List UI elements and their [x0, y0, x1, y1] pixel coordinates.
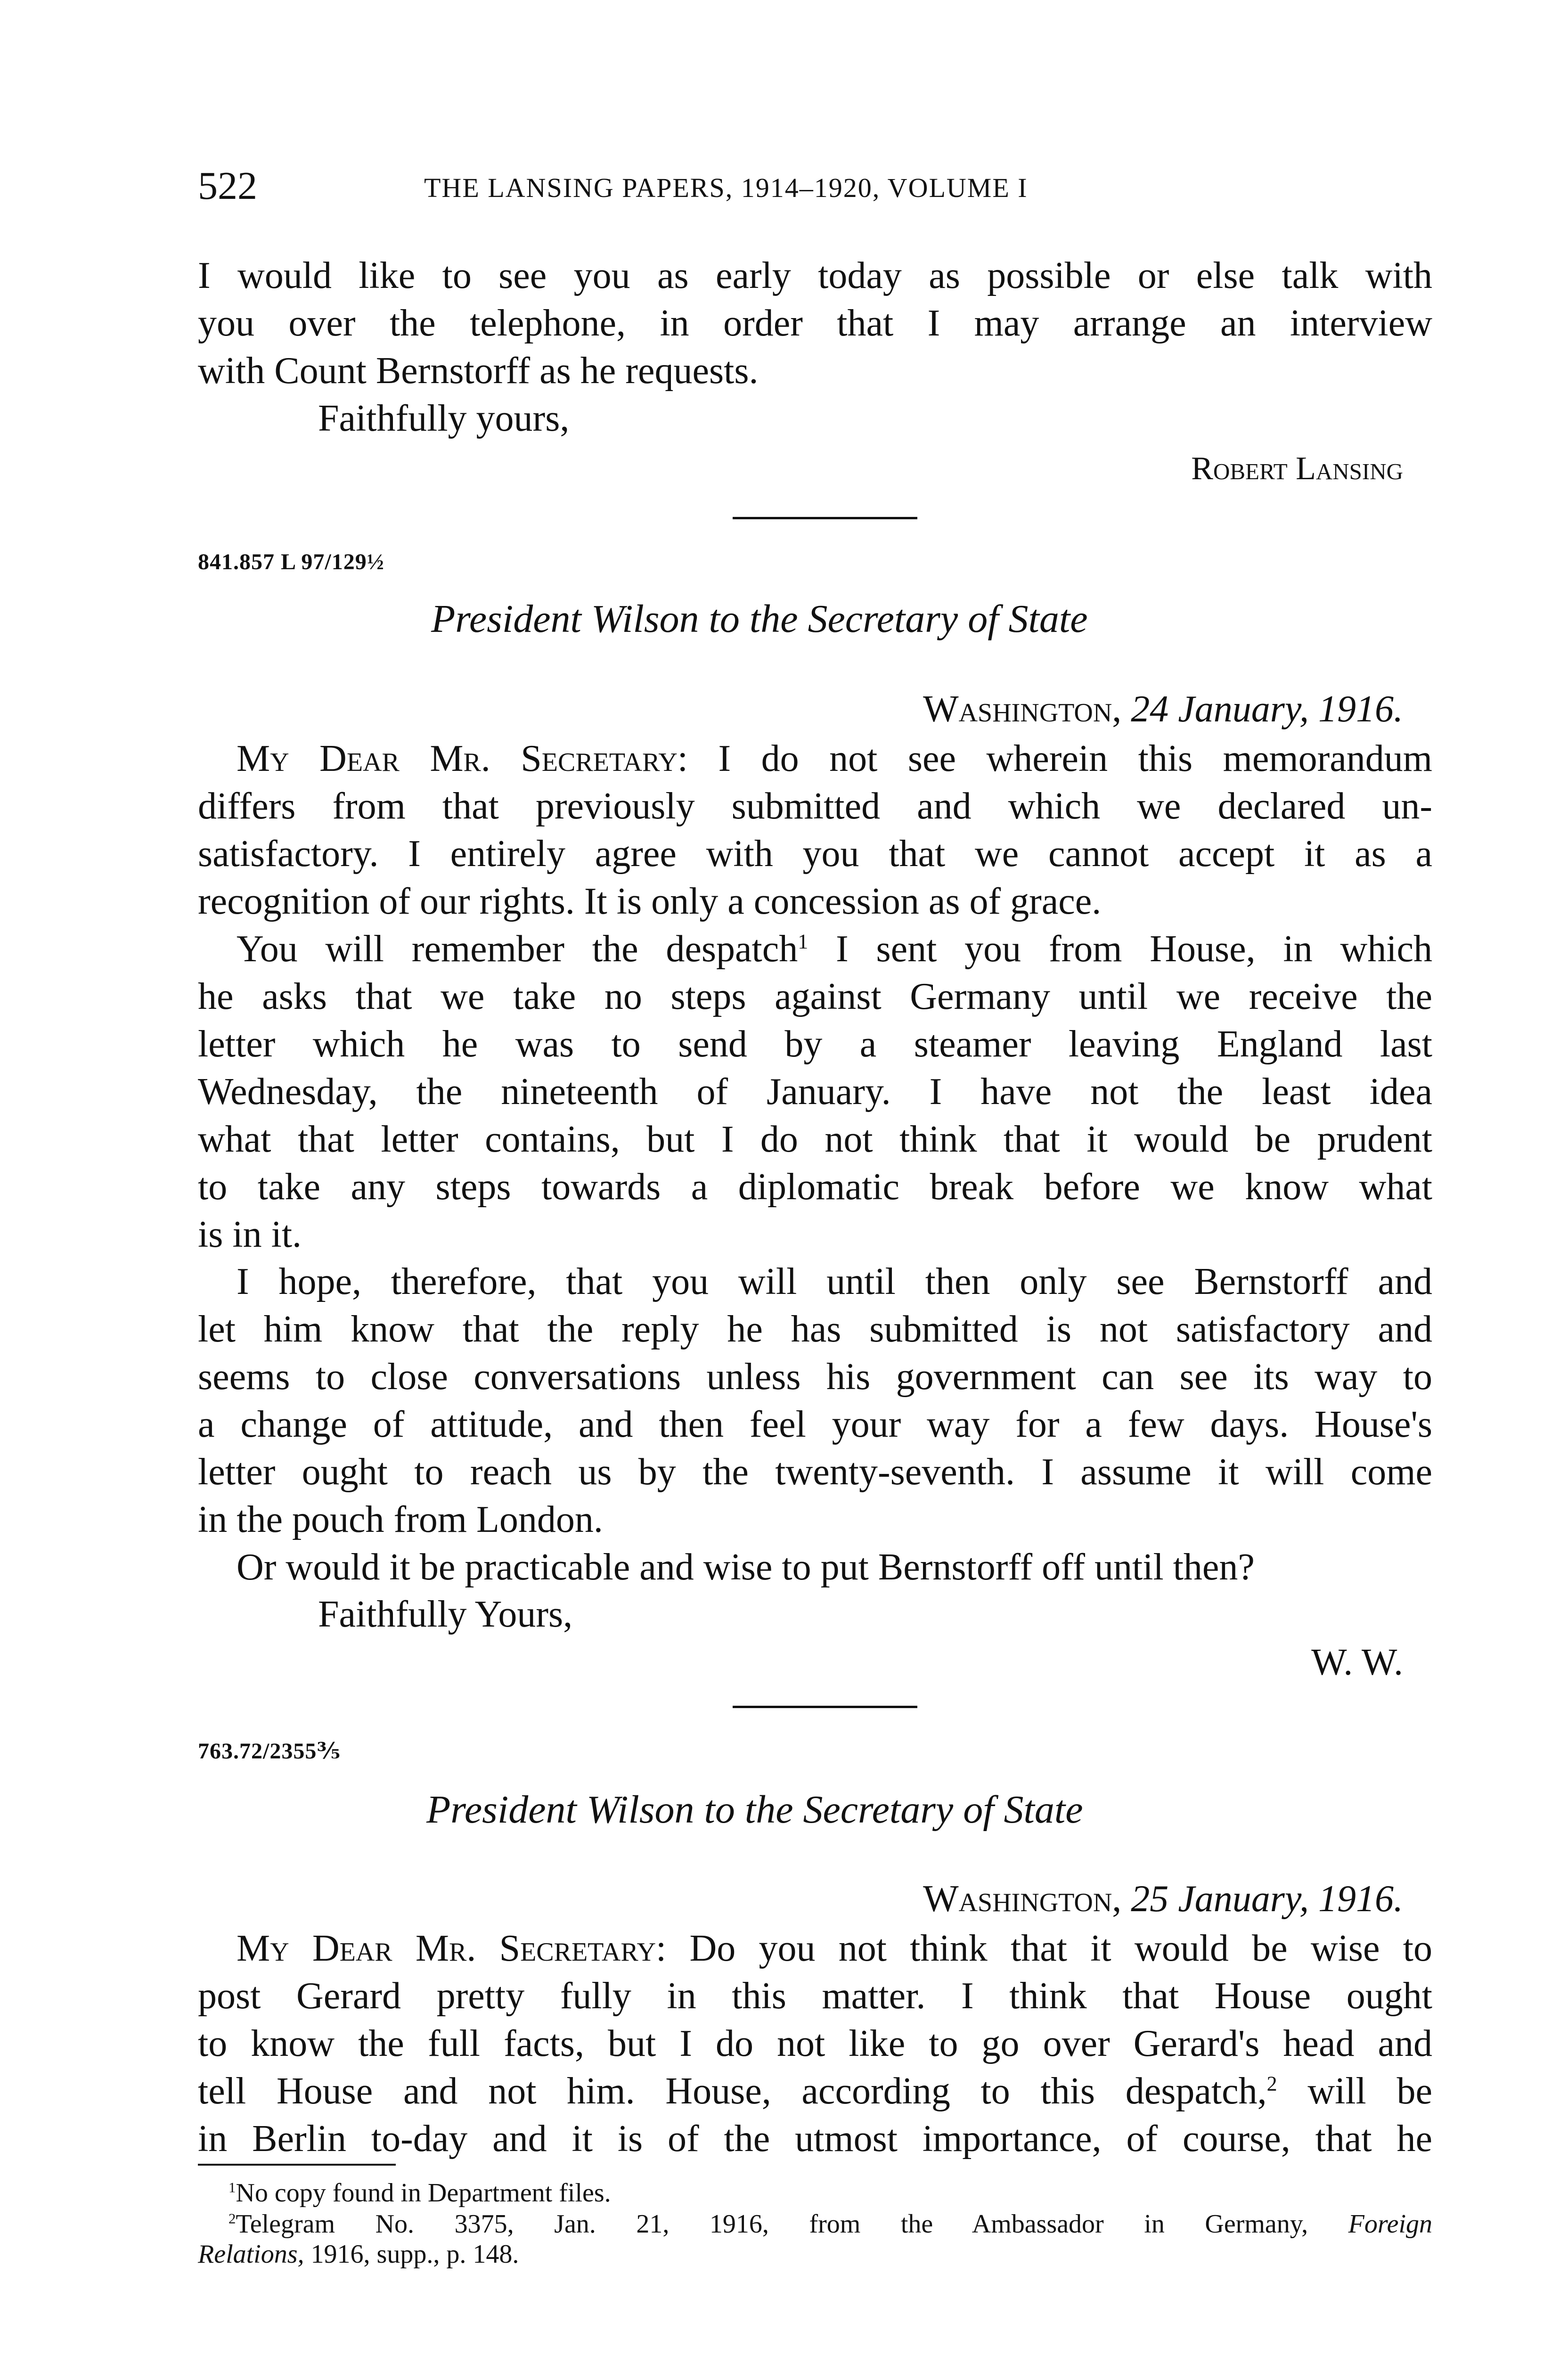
letter1-tail-paragraph	[198, 252, 1432, 395]
footnote-2-line2: Relations, 1916, supp., p. 148.	[198, 2240, 519, 2269]
text-line: a change of attitude, and then feel your way for a few days. House's	[198, 1404, 1432, 1445]
section-divider	[733, 517, 917, 519]
text-line: I would like to see you as early today as possible or else talk with	[198, 255, 1432, 296]
text-line: letter ought to reach us by the twenty-seventh. I assume it will come	[198, 1451, 1432, 1493]
text-line: seems to close conversations unless his government can see its way to	[198, 1356, 1432, 1398]
text-line: is in it.	[198, 1214, 302, 1255]
salutation: My Dear Mr. Secretary:	[237, 1928, 667, 1969]
section-divider	[733, 1706, 917, 1708]
text-line: Wednesday, the nineteenth of January. I have not the least idea	[198, 1071, 1432, 1113]
running-header	[198, 163, 1423, 214]
text-line: to take any steps towards a diplomatic break before we know what	[198, 1166, 1432, 1208]
footnote-rule	[198, 2164, 396, 2166]
doc2-signature: W. W.	[1311, 1642, 1403, 1683]
text-line: My Dear Mr. Secretary: Do you not think that it would be wise to	[237, 1928, 1432, 1969]
doc2-closing: Faithfully Yours,	[318, 1594, 573, 1635]
text-line: he asks that we take no steps against Germany until we receive the	[198, 976, 1432, 1017]
dateline-date: 25 January, 1916.	[1131, 1878, 1403, 1920]
text-line: recognition of our rights. It is only a concession as of grace.	[198, 881, 1102, 922]
text-line: in Berlin to-day and it is of the utmost importance, of course, that he	[198, 2118, 1432, 2160]
footnote-mark: 1	[229, 2179, 236, 2196]
footnote-1: $^1$No copy found in Department files.	[229, 2178, 611, 2208]
letter1-signature: Robert Lansing	[1191, 450, 1403, 487]
text-line: you over the telephone, in order that I may arrange an interview	[198, 303, 1432, 344]
salutation: My Dear Mr. Secretary:	[237, 738, 688, 779]
text-line: post Gerard pretty fully in this matter. I think that House ought	[198, 1975, 1432, 2017]
text-line: satisfactory. I entirely agree with you that we cannot accept it as a	[198, 833, 1432, 875]
file-number: 763.72/2355⅗	[198, 1739, 341, 1764]
doc2-paragraph-4: Or would it be practicable and wise to put Bernstorff off until then?	[237, 1546, 1255, 1588]
letter1-closing: Faithfully yours,	[318, 398, 570, 439]
dateline	[923, 688, 1403, 731]
page-number: 522	[198, 164, 257, 208]
running-title: THE LANSING PAPERS, 1914–1920, VOLUME I	[424, 172, 1028, 203]
text-line: in the pouch from London.	[198, 1499, 603, 1540]
doc2-paragraph-2	[198, 925, 1432, 1259]
text-line: let him know that the reply he has submitted is not satisfactory and	[198, 1309, 1432, 1350]
text-line: letter which he was to send by a steamer leaving England last	[198, 1023, 1432, 1065]
text-line: tell House and not him. House, according to this despatch,$^2$ will be	[198, 2070, 1432, 2112]
text-line: to know the full facts, but I do not like to go over Gerard's head and	[198, 2023, 1432, 2064]
text-line: I hope, therefore, that you will until then only see Bernstorff and	[237, 1261, 1432, 1302]
file-number: 841.857 L 97/129½	[198, 549, 384, 574]
document-caption: President Wilson to the Secretary of State	[426, 1788, 1083, 1832]
footnote-ref: 1	[798, 930, 808, 953]
dateline	[923, 1878, 1403, 1921]
footnote-2-line1: $^2$Telegram No. 3375, Jan. 21, 1916, from the Ambassador in Germany, Foreign	[229, 2209, 1433, 2239]
text-line: You will remember the despatch$^1$ I sent you from House, in which	[237, 928, 1432, 970]
footnote-mark: 2	[229, 2210, 236, 2227]
text-line: differs from that previously submitted and which we declared un-	[198, 785, 1432, 827]
text-line: My Dear Mr. Secretary: I do not see wherein this memorandum	[237, 738, 1432, 779]
dateline-date: 24 January, 1916.	[1131, 688, 1403, 730]
dateline-place: Washington,	[923, 1878, 1122, 1920]
footnote-ref: 2	[1266, 2072, 1277, 2095]
doc3-paragraph-1	[198, 1925, 1432, 2163]
dateline-place: Washington,	[923, 688, 1122, 730]
doc2-paragraph-3	[198, 1258, 1432, 1544]
doc2-paragraph-1	[198, 735, 1432, 925]
text-line: what that letter contains, but I do not think that it would be prudent	[198, 1119, 1432, 1160]
text-line: with Count Bernstorff as he requests.	[198, 350, 759, 392]
document-caption: President Wilson to the Secretary of State	[431, 597, 1088, 641]
